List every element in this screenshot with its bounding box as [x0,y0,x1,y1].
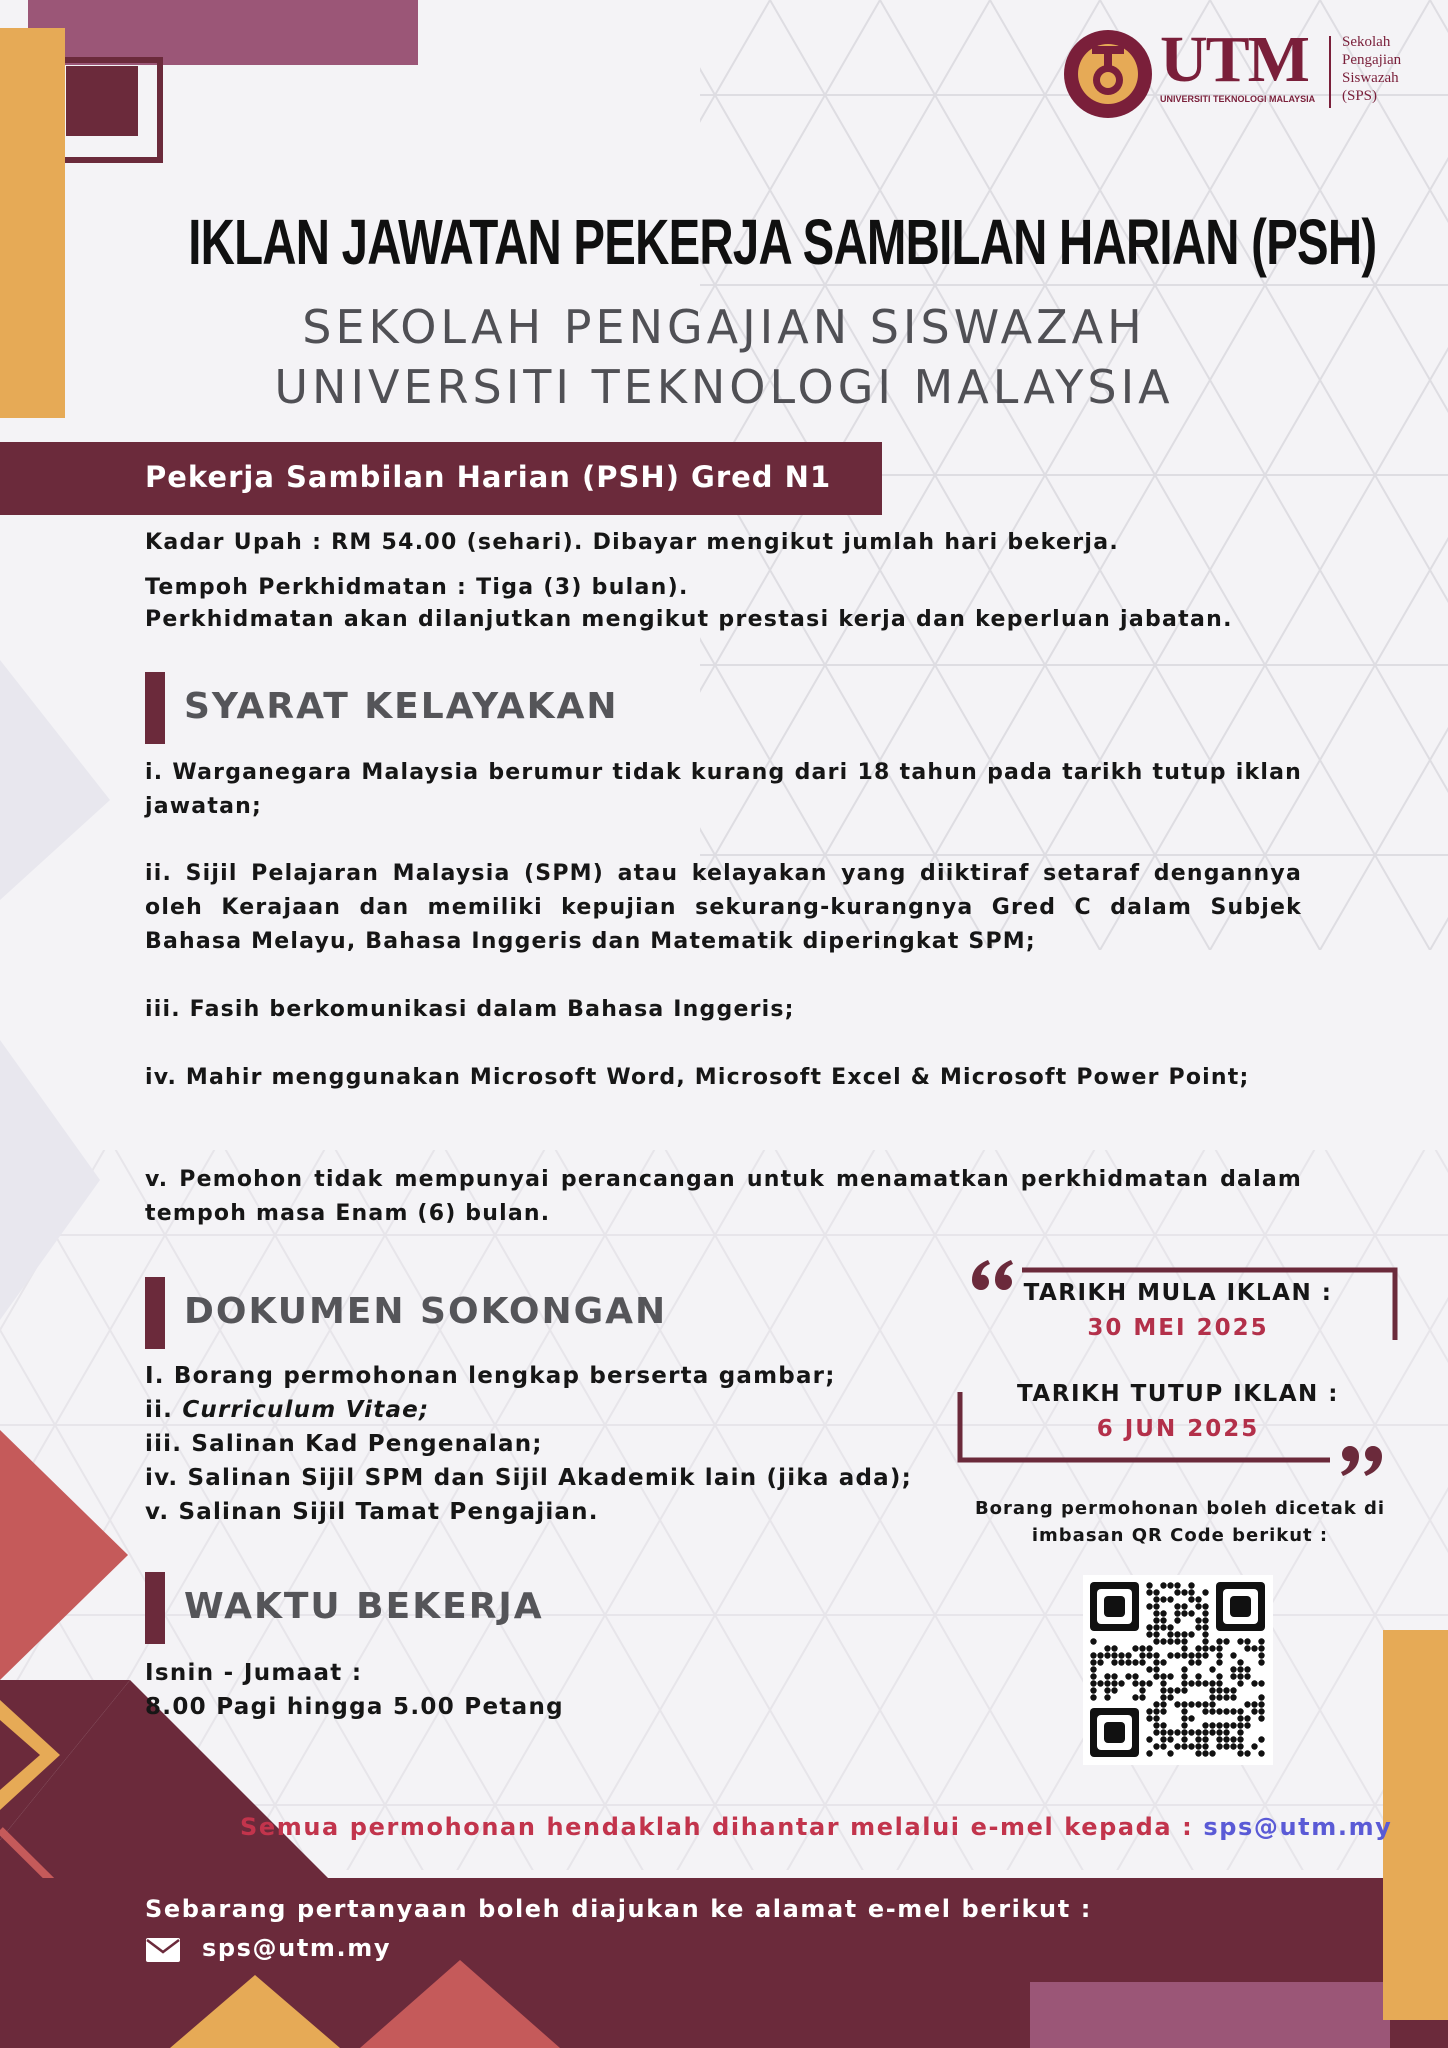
qr-note-line-1: Borang permohonan boleh dicetak di [974,1498,1386,1519]
logo-fullname: UNIVERSITI TEKNOLOGI MALAYSIA [1160,94,1316,104]
document-item: iii. Salinan Kad Pengenalan; [145,1431,543,1457]
logo-wordmark: UTM [1160,23,1308,96]
submission-text: Semua permohonan hendaklah dihantar melalui e-mel kepada : [240,1813,1204,1841]
enquiry-text: Sebarang pertanyaan boleh diajukan ke alamat e-mel berikut : [145,1895,1092,1923]
hours-time: 8.00 Pagi hingga 5.00 Petang [145,1694,564,1720]
document-item: v. Salinan Sijil Tamat Pengajian. [145,1499,599,1525]
submission-note [240,1813,1392,1841]
position-title: Pekerja Sambilan Harian (PSH) Gred N1 [145,460,832,494]
enquiry-email-link[interactable]: sps@utm.my [202,1934,392,1962]
document-item [145,1397,429,1423]
qr-note-line-2: imbasan QR Code berikut : [1031,1525,1329,1546]
close-date-label: TARIKH TUTUP IKLAN : [1017,1381,1339,1407]
qr-code[interactable] [1083,1575,1273,1765]
document-item: I. Borang permohonan lengkap berserta gambar; [145,1363,836,1389]
logo-side-line-1: Sekolah [1342,34,1391,50]
open-date-label: TARIKH MULA IKLAN : [1023,1280,1333,1306]
requirement-item: i. Warganegara Malaysia berumur tidak kurang dari 18 tahun pada tarikh tutup iklan jawatan; [145,760,1302,819]
logo-divider [1329,36,1331,108]
quote-close-icon [1340,1444,1384,1478]
extension-text: Perkhidmatan akan dilanjutkan mengikut prestasi kerja dan keperluan jabatan. [145,607,1233,632]
mail-icon [145,1937,181,1963]
logo-side-line-3: Siswazah [1342,70,1399,86]
documents-heading: DOKUMEN SOKONGAN [184,1291,668,1332]
document-item-cv: Curriculum Vitae; [182,1397,430,1423]
page-title: IKLAN JAWATAN PEKERJA SAMBILAN HARIAN (PSH) [188,206,1377,278]
requirements-heading: SYARAT KELAYAKAN [184,686,619,727]
page-subtitle-university: UNIVERSITI TEKNOLOGI MALAYSIA [274,360,1174,414]
requirement-item: iii. Fasih berkomunikasi dalam Bahasa Inggeris; [145,997,795,1022]
section-marker [145,1277,165,1349]
requirement-item: iv. Mahir menggunakan Microsoft Word, Microsoft Excel & Microsoft Power Point; [145,1065,1250,1090]
page-subtitle-school: SEKOLAH PENGAJIAN SISWAZAH [302,300,1146,354]
document-item-prefix: ii. [145,1397,183,1423]
open-date-value: 30 MEI 2025 [1087,1315,1269,1341]
section-marker [145,1572,165,1644]
close-date-value: 6 JUN 2025 [1096,1416,1260,1442]
hours-days: Isnin - Jumaat : [145,1660,363,1686]
document-item: iv. Salinan Sijil SPM dan Sijil Akademik lain (jika ada); [145,1465,912,1491]
requirement-item: ii. Sijil Pelajaran Malaysia (SPM) atau kelayakan yang diiktiraf setaraf dengannya oleh Kerajaan dan memiliki kepujian sekurang-kurangnya Gred C dalam Subjek Bahasa Melayu, Bahasa Inggeris dan Matematik diperingkat SPM; [145,861,1302,954]
duration-text: Tempoh Perkhidmatan : Tiga (3) bulan). [145,575,689,600]
submission-email-link[interactable]: sps@utm.my [1203,1813,1393,1841]
utm-logo [1062,23,1422,118]
requirement-item: v. Pemohon tidak mempunyai perancangan untuk menamatkan perkhidmatan dalam tempoh masa Enam (6) bulan. [145,1167,1302,1226]
wage-text: Kadar Upah : RM 54.00 (sehari). Dibayar mengikut jumlah hari bekerja. [145,530,1120,555]
logo-side-line-2: Pengajian [1342,52,1402,68]
utm-crest-icon [1062,28,1154,120]
hours-heading: WAKTU BEKERJA [184,1586,544,1627]
section-marker [145,672,165,744]
logo-side-line-4: (SPS) [1342,88,1378,104]
